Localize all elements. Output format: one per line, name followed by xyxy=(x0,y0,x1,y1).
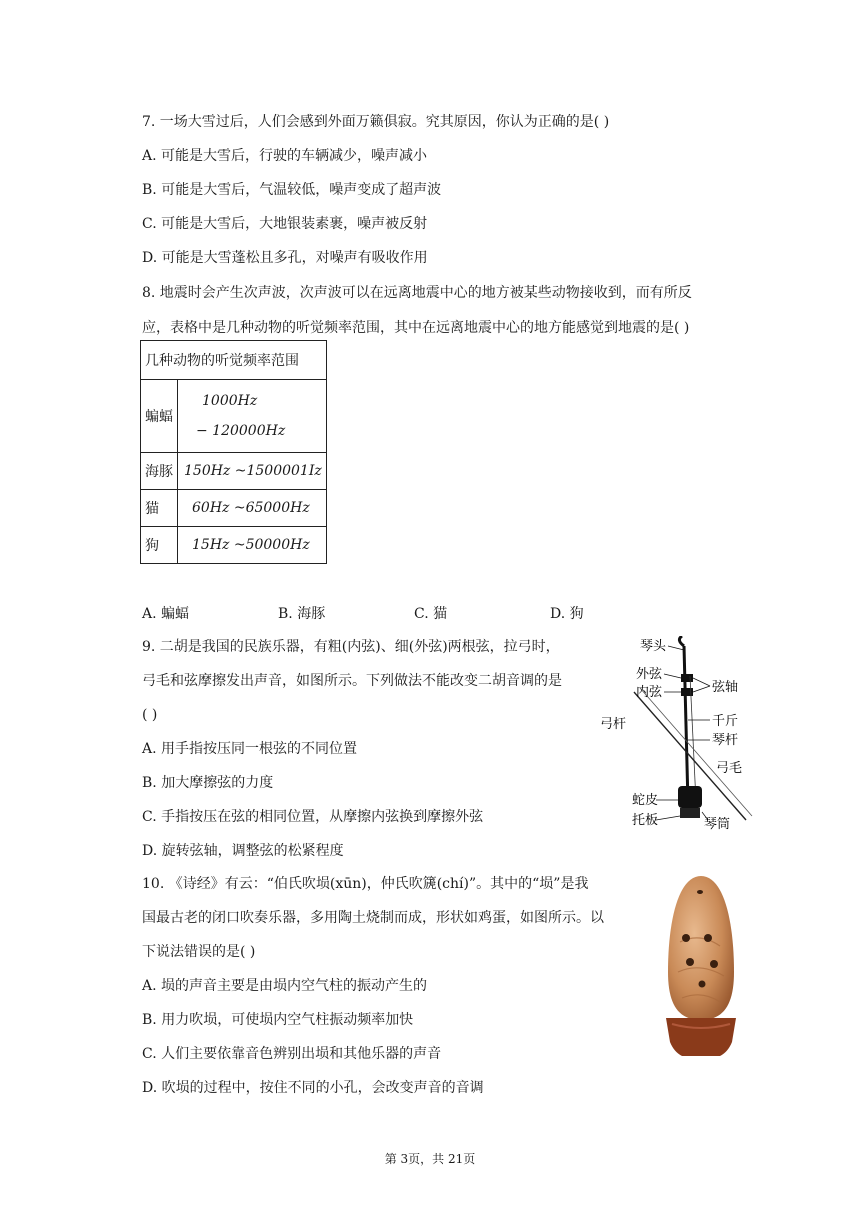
erhu-body xyxy=(678,786,702,808)
q7-option-d: D. 可能是大雪蓬松且多孔，对噪声有吸收作用 xyxy=(142,250,428,266)
table-cell-range xyxy=(178,380,327,453)
q8-stem-line1: 8. 地震时会产生次声波，次声波可以在远离地震中心的地方被某些动物接收到，而有所反 xyxy=(142,285,692,301)
table-cell-range: 60Hz ~65000Hz xyxy=(178,490,327,527)
q9-option-b: B. 加大摩擦弦的力度 xyxy=(142,775,274,791)
hearing-frequency-table xyxy=(140,340,327,564)
xun-hole xyxy=(699,981,706,988)
q7-option-b: B. 可能是大雪后，气温较低，噪声变成了超声波 xyxy=(142,182,442,198)
q10-stem-line3: 下说法错误的是( ) xyxy=(142,944,256,960)
erhu-peg-outer xyxy=(681,674,693,682)
label-head: 琴头 xyxy=(640,639,667,654)
label-plate: 托板 xyxy=(632,813,659,828)
q8-option-c: C. 猫 xyxy=(414,606,448,622)
q9-stem-line2: 弓毛和弦摩擦发出声音，如图所示。下列做法不能改变二胡音调的是 xyxy=(142,673,562,689)
table-cell-animal: 海豚 xyxy=(141,453,178,490)
xun-image xyxy=(660,872,742,1058)
q9-option-c: C. 手指按压在弦的相同位置，从摩擦内弦换到摩擦外弦 xyxy=(142,809,484,825)
label-inner-string: 内弦 xyxy=(636,685,663,700)
q8-option-d: D. 狗 xyxy=(550,606,584,622)
q10-stem-line2: 国最古老的闭口吹奏乐器，多用陶土烧制而成，形状如鸡蛋，如图所示。以 xyxy=(142,910,604,926)
label-outer-string: 外弦 xyxy=(636,667,663,682)
xun-hole xyxy=(682,934,690,942)
q10-option-a: A. 埙的声音主要是由埙内空气柱的振动产生的 xyxy=(142,978,428,994)
xun-body xyxy=(668,876,734,1020)
table-cell-animal: 蝙蝠 xyxy=(141,380,178,453)
q9-option-a: A. 用手指按压同一根弦的不同位置 xyxy=(142,741,358,757)
label-skin: 蛇皮 xyxy=(632,793,659,808)
table-cell-range: 150Hz ~1500001Iz xyxy=(178,453,327,490)
xun-hole xyxy=(710,960,718,968)
xun-hole xyxy=(697,890,703,894)
xun-hole xyxy=(704,934,712,942)
table-cell-range: 15Hz ~50000Hz xyxy=(178,527,327,564)
q8-option-b: B. 海豚 xyxy=(278,606,326,622)
label-bow: 弓杆 xyxy=(600,717,627,732)
q9-stem-line1: 9. 二胡是我国的民族乐器，有粗(内弦)、细(外弦)两根弦，拉弓时， xyxy=(142,639,560,655)
erhu-plate xyxy=(680,808,700,818)
erhu-neck xyxy=(684,646,688,804)
q10-option-d: D. 吹埙的过程中，按住不同的小孔，会改变声音的音调 xyxy=(142,1080,484,1096)
q9-option-d: D. 旋转弦轴，调整弦的松紧程度 xyxy=(142,843,344,859)
q10-option-b: B. 用力吹埙，可使埙内空气柱振动频率加快 xyxy=(142,1012,414,1028)
label-tube: 琴筒 xyxy=(704,817,731,832)
label-qianjin: 千斤 xyxy=(712,714,739,729)
bat-range-line1: 1000Hz xyxy=(202,393,258,409)
erhu-head xyxy=(679,636,684,646)
table-header: 几种动物的听觉频率范围 xyxy=(141,341,327,380)
q8-stem-line2: 应，表格中是几种动物的听觉频率范围，其中在远离地震中心的地方能感觉到地震的是( ) xyxy=(142,320,690,336)
label-hair: 弓毛 xyxy=(716,761,743,776)
xun-stand xyxy=(666,1018,736,1056)
q7-option-c: C. 可能是大雪后，大地银装素裹，噪声被反射 xyxy=(142,216,428,232)
erhu-figure xyxy=(596,636,756,836)
page-footer: 第 3页，共 21页 xyxy=(384,1152,476,1166)
table-cell-animal: 猫 xyxy=(141,490,178,527)
erhu-diagram xyxy=(596,636,756,836)
q8-option-a: A. 蝙蝠 xyxy=(142,606,190,622)
q7-option-a: A. 可能是大雪后，行驶的车辆减少，噪声减小 xyxy=(142,148,428,164)
table-cell-animal: 狗 xyxy=(141,527,178,564)
xun-hole xyxy=(686,958,694,966)
q7-stem: 7. 一场大雪过后，人们会感到外面万籁俱寂。究其原因，你认为正确的是( ) xyxy=(142,114,610,130)
q10-stem-line1: 10. 《诗经》有云：“伯氏吹埙(xūn)，仲氏吹篪(chí)”。其中的“埙”是我 xyxy=(142,876,589,892)
xun-figure xyxy=(660,872,742,1058)
label-neck: 琴杆 xyxy=(712,733,739,748)
q10-option-c: C. 人们主要依靠音色辨别出埙和其他乐器的声音 xyxy=(142,1046,442,1062)
label-pegs: 弦轴 xyxy=(712,680,739,695)
bat-range-line2: − 120000Hz xyxy=(196,423,286,439)
q9-stem-line3: ( ) xyxy=(142,707,158,723)
